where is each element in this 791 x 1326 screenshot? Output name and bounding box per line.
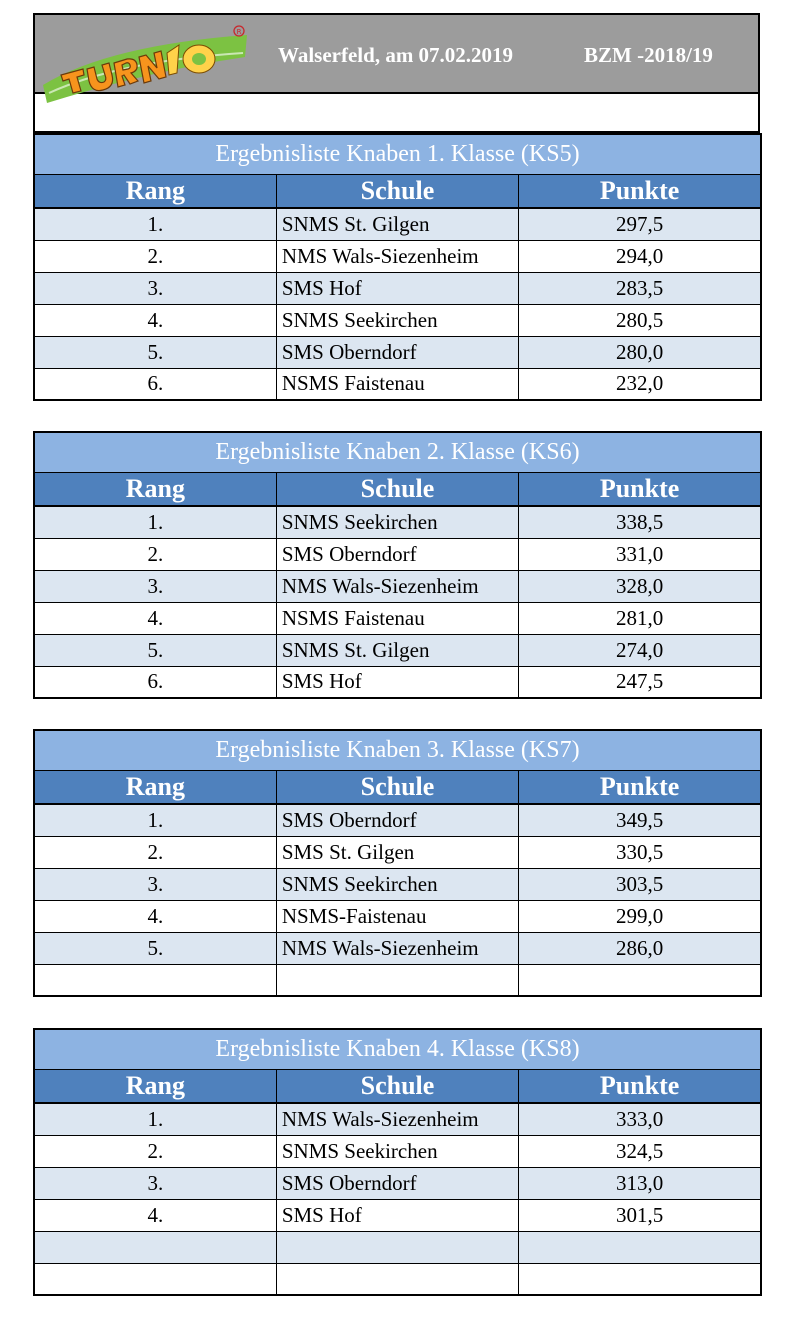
- school-cell: NMS Wals-Siezenheim: [276, 570, 518, 602]
- points-cell: 313,0: [519, 1167, 761, 1199]
- points-cell: 299,0: [519, 900, 761, 932]
- school-cell: NMS Wals-Siezenheim: [276, 240, 518, 272]
- rank-cell: 1.: [34, 208, 276, 240]
- rank-cell: 3.: [34, 1167, 276, 1199]
- points-cell: 280,0: [519, 336, 761, 368]
- table-row: [34, 868, 761, 900]
- table-title: Ergebnisliste Knaben 1. Klasse (KS5): [34, 134, 761, 174]
- rank-cell: 5.: [34, 932, 276, 964]
- school-cell: NSMS Faistenau: [276, 602, 518, 634]
- school-cell: SMS Hof: [276, 272, 518, 304]
- rank-cell: 4.: [34, 304, 276, 336]
- rank-cell: 1.: [34, 1103, 276, 1135]
- school-cell: SMS St. Gilgen: [276, 836, 518, 868]
- school-cell: [276, 1263, 518, 1295]
- school-cell: NSMS Faistenau: [276, 368, 518, 400]
- table-row-empty: [34, 964, 761, 996]
- school-cell: NMS Wals-Siezenheim: [276, 932, 518, 964]
- school-cell: SMS Hof: [276, 1199, 518, 1231]
- points-cell: 294,0: [519, 240, 761, 272]
- points-cell: 280,5: [519, 304, 761, 336]
- points-cell: 283,5: [519, 272, 761, 304]
- table-title: Ergebnisliste Knaben 3. Klasse (KS7): [34, 730, 761, 770]
- table-row: [34, 1167, 761, 1199]
- rank-cell: 4.: [34, 1199, 276, 1231]
- table-row: [34, 304, 761, 336]
- results-table-ks6: [33, 431, 762, 699]
- rank-cell: 1.: [34, 804, 276, 836]
- rank-cell: 6.: [34, 368, 276, 400]
- column-header-rank: Rang: [34, 770, 276, 804]
- column-header-points: Punkte: [519, 472, 761, 506]
- rank-cell: 1.: [34, 506, 276, 538]
- rank-cell: 3.: [34, 868, 276, 900]
- school-cell: [276, 964, 518, 996]
- school-cell: SMS Oberndorf: [276, 1167, 518, 1199]
- column-header-rank: Rang: [34, 472, 276, 506]
- header-bar: [35, 15, 758, 94]
- results-table-ks8: [33, 1028, 762, 1296]
- table-row: [34, 804, 761, 836]
- rank-cell: 4.: [34, 900, 276, 932]
- rank-cell: [34, 1263, 276, 1295]
- event-label: BZM -2018/19: [584, 43, 713, 67]
- table-row: [34, 634, 761, 666]
- rank-cell: 2.: [34, 836, 276, 868]
- column-header-school: Schule: [276, 1069, 518, 1103]
- table-row: [34, 1199, 761, 1231]
- points-cell: 338,5: [519, 506, 761, 538]
- column-header-points: Punkte: [519, 174, 761, 208]
- column-header-rank: Rang: [34, 174, 276, 208]
- points-cell: 232,0: [519, 368, 761, 400]
- school-cell: SNMS Seekirchen: [276, 1135, 518, 1167]
- rank-cell: 3.: [34, 272, 276, 304]
- document-header: [33, 13, 760, 133]
- points-cell: 286,0: [519, 932, 761, 964]
- svg-text:R: R: [236, 28, 242, 36]
- points-cell: 247,5: [519, 666, 761, 698]
- school-cell: SNMS Seekirchen: [276, 868, 518, 900]
- place-date: Walserfeld, am 07.02.2019: [278, 43, 514, 67]
- table-row: [34, 932, 761, 964]
- school-cell: SNMS St. Gilgen: [276, 208, 518, 240]
- table-title: Ergebnisliste Knaben 2. Klasse (KS6): [34, 432, 761, 472]
- table-row: [34, 1103, 761, 1135]
- school-cell: NSMS-Faistenau: [276, 900, 518, 932]
- table-row: [34, 272, 761, 304]
- points-cell: [519, 1231, 761, 1263]
- school-cell: SMS Oberndorf: [276, 804, 518, 836]
- points-cell: 349,5: [519, 804, 761, 836]
- table-row: [34, 208, 761, 240]
- turn10-logo: [39, 23, 251, 103]
- points-cell: 333,0: [519, 1103, 761, 1135]
- points-cell: 328,0: [519, 570, 761, 602]
- table-row: [34, 836, 761, 868]
- points-cell: 330,5: [519, 836, 761, 868]
- table-row: [34, 602, 761, 634]
- rank-cell: [34, 964, 276, 996]
- results-table-ks7: [33, 729, 762, 997]
- table-row: [34, 506, 761, 538]
- rank-cell: 4.: [34, 602, 276, 634]
- results-table-ks5: [33, 133, 762, 401]
- rank-cell: 2.: [34, 240, 276, 272]
- table-row: [34, 666, 761, 698]
- school-cell: [276, 1231, 518, 1263]
- points-cell: 303,5: [519, 868, 761, 900]
- table-row: [34, 900, 761, 932]
- school-cell: SNMS St. Gilgen: [276, 634, 518, 666]
- points-cell: [519, 1263, 761, 1295]
- column-header-points: Punkte: [519, 1069, 761, 1103]
- school-cell: SMS Hof: [276, 666, 518, 698]
- rank-cell: 3.: [34, 570, 276, 602]
- rank-cell: 5.: [34, 634, 276, 666]
- table-title: Ergebnisliste Knaben 4. Klasse (KS8): [34, 1029, 761, 1069]
- column-header-rank: Rang: [34, 1069, 276, 1103]
- school-cell: SNMS Seekirchen: [276, 304, 518, 336]
- table-row-empty: [34, 1231, 761, 1263]
- table-row: [34, 538, 761, 570]
- points-cell: [519, 964, 761, 996]
- rank-cell: [34, 1231, 276, 1263]
- table-row: [34, 336, 761, 368]
- rank-cell: 5.: [34, 336, 276, 368]
- school-cell: SMS Oberndorf: [276, 336, 518, 368]
- column-header-school: Schule: [276, 770, 518, 804]
- table-row: [34, 1135, 761, 1167]
- column-header-school: Schule: [276, 174, 518, 208]
- rank-cell: 2.: [34, 538, 276, 570]
- table-row: [34, 368, 761, 400]
- school-cell: SNMS Seekirchen: [276, 506, 518, 538]
- points-cell: 281,0: [519, 602, 761, 634]
- column-header-school: Schule: [276, 472, 518, 506]
- points-cell: 301,5: [519, 1199, 761, 1231]
- school-cell: SMS Oberndorf: [276, 538, 518, 570]
- school-cell: NMS Wals-Siezenheim: [276, 1103, 518, 1135]
- column-header-points: Punkte: [519, 770, 761, 804]
- table-row: [34, 570, 761, 602]
- points-cell: 297,5: [519, 208, 761, 240]
- table-row-empty: [34, 1263, 761, 1295]
- table-row: [34, 240, 761, 272]
- rank-cell: 6.: [34, 666, 276, 698]
- points-cell: 331,0: [519, 538, 761, 570]
- points-cell: 274,0: [519, 634, 761, 666]
- points-cell: 324,5: [519, 1135, 761, 1167]
- rank-cell: 2.: [34, 1135, 276, 1167]
